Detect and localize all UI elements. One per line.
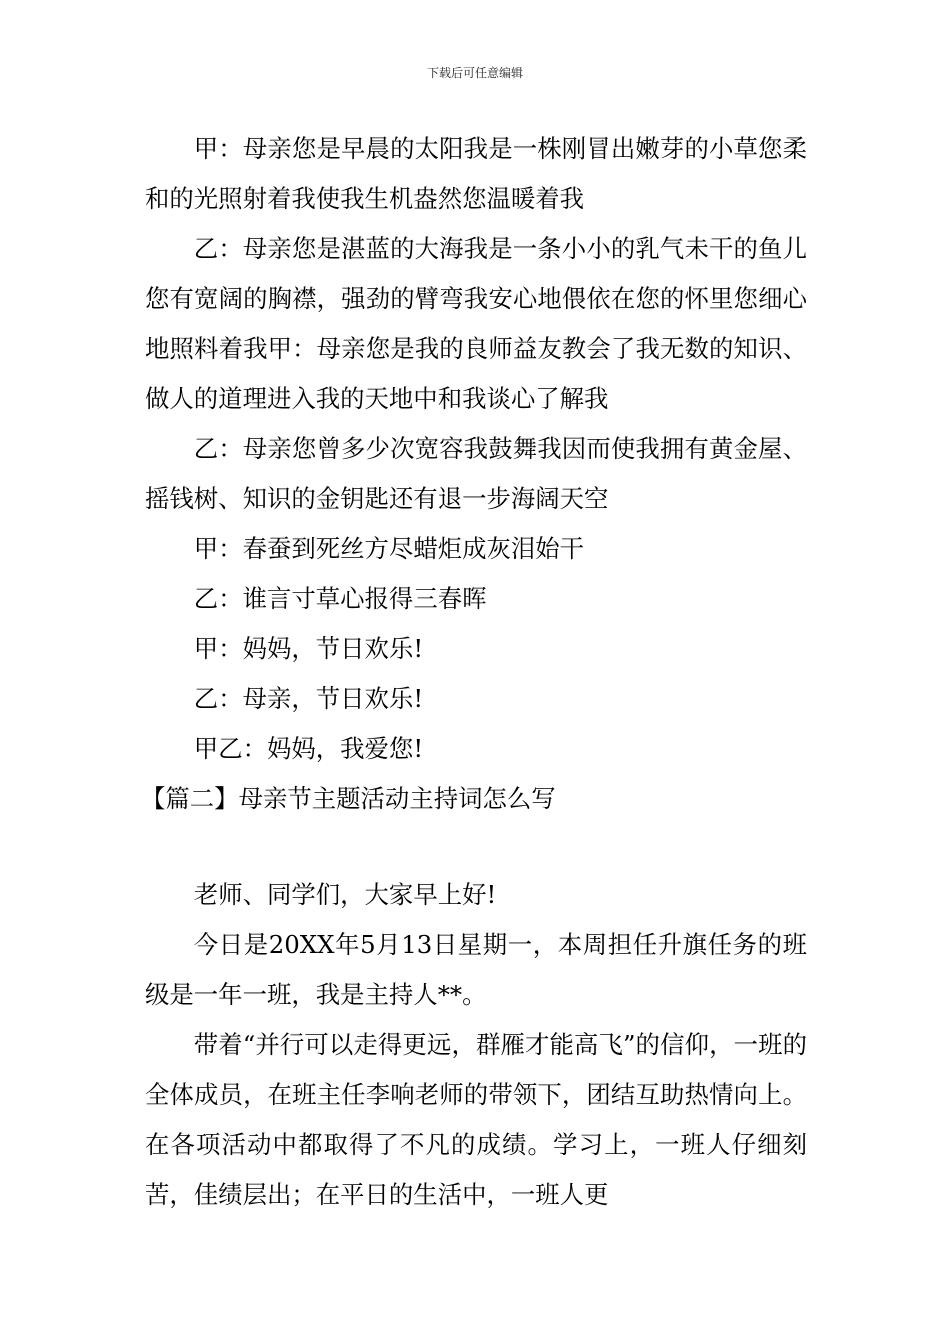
dialogue-line-6: 甲：妈妈，节日欢乐! bbox=[193, 634, 424, 663]
dialogue-line-8: 甲乙：妈妈，我爱您! bbox=[193, 734, 424, 763]
document-body bbox=[141, 124, 807, 1220]
dialogue-line-7: 乙：母亲，节日欢乐! bbox=[193, 684, 424, 713]
dialogue-line-3: 乙：母亲您曾多少次宽容我鼓舞我因而使我拥有黄金屋、摇钱树、知识的金钥匙还有退一步海阔天空 bbox=[145, 434, 807, 513]
dialogue-line-1: 甲：母亲您是早晨的太阳我是一株刚冒出嫩芽的小草您柔和的光照射着我使我生机盎然您温暖着我 bbox=[145, 134, 807, 213]
section-heading: 【篇二】母亲节主题活动主持词怎么写 bbox=[141, 784, 556, 813]
dialogue-line-4: 甲：春蚕到死丝方尽蜡炬成灰泪始干 bbox=[193, 534, 585, 563]
speech-greeting: 老师、同学们，大家早上好! bbox=[193, 880, 497, 909]
speech-intro: 今日是20XX年5月13日星期一，本周担任升旗任务的班级是一年一班，我是主持人**。 bbox=[145, 930, 807, 1009]
page-header: 下载后可任意编辑 bbox=[426, 66, 523, 80]
speech-body: 带着“并行可以走得更远，群雁才能高飞”的信仰，一班的全体成员，在班主任李响老师的带领下，团结互助热情向上。在各项活动中都取得了不凡的成绩。学习上，一班人仔细刻苦，佳绩层出；在平日的生活中，一班人更 bbox=[145, 1030, 807, 1209]
dialogue-line-5: 乙：谁言寸草心报得三春晖 bbox=[193, 584, 487, 613]
section-spacer bbox=[145, 824, 807, 870]
dialogue-line-2: 乙：母亲您是湛蓝的大海我是一条小小的乳气未干的鱼儿您有宽阔的胸襟，强劲的臂弯我安心地偎依在您的怀里您细心地照料着我甲：母亲您是我的良师益友教会了我无数的知识、做人的道理进入我的天地中和我谈心了解我 bbox=[145, 234, 807, 413]
